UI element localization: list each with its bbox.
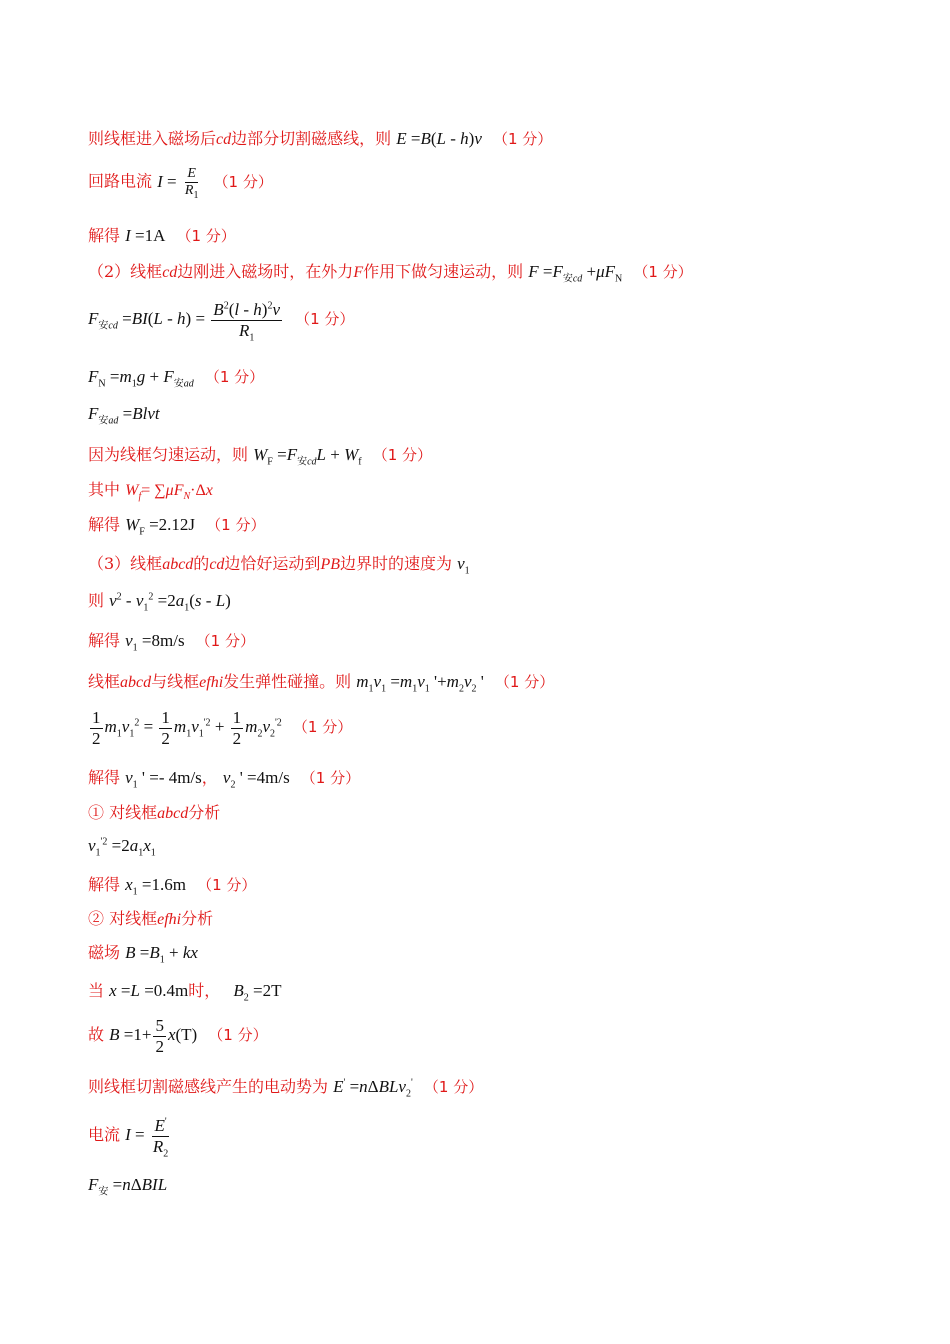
formula-friction-work: $W_f= \sum\mu F_N\cdot\Delta x$ — [125, 482, 213, 503]
value: =2T — [253, 981, 282, 1000]
line-ampere-ad — [88, 404, 160, 427]
formula-induced-emf: E' =nΔBLv$_2$' — [333, 1077, 413, 1100]
formula-v1: $v_1$ — [457, 554, 470, 577]
points: （1 分） — [213, 172, 273, 191]
text: 分析 — [181, 909, 214, 928]
points: （1 分） — [208, 1025, 268, 1044]
text: 电流 — [88, 1124, 121, 1144]
points: （1 分） — [492, 130, 553, 148]
value: =1A — [135, 226, 166, 245]
text: 因为线框匀速运动，则 — [88, 445, 249, 464]
text: 故 — [88, 1024, 105, 1044]
points: （1 分） — [494, 673, 555, 691]
line-x1-equation — [88, 836, 156, 859]
formula-B2: $B_2 =2T$ — [233, 981, 282, 1004]
line-induced-emf — [88, 1077, 484, 1100]
text: 解得 — [88, 226, 121, 245]
line-part3: （3）线框abcd的cd边恰好运动到PB边界时的速度为 $v_1$ — [88, 554, 470, 577]
formula-work: $W_F =F_{安cd}L + W_f$ — [253, 445, 362, 468]
text: 作用下做匀速运动，则 — [363, 262, 524, 281]
formula-field-result: B =1+ $\frac{5}{2}$ x(T) — [109, 1016, 198, 1056]
points: （1 分） — [633, 263, 693, 281]
points: （1 分） — [176, 227, 236, 245]
points: （1 分） — [195, 632, 255, 650]
text: 解得 — [88, 631, 121, 650]
formula-x1-equation: $v_1^{'2} =2a_1x_1$ — [88, 836, 156, 859]
points: （1 分） — [300, 769, 361, 787]
line-normal-force — [88, 367, 265, 390]
line-field-result — [88, 1016, 268, 1056]
formula-field: $B =B_1$ + kx — [125, 943, 198, 966]
points: （1 分） — [295, 309, 355, 328]
line-part2: （2）线框cd边刚进入磁场时，在外力F作用下做匀速运动，则 $F =F_{安cd} +\mu F_N$ （1 分） — [88, 262, 693, 285]
text: 回路电流 — [88, 171, 153, 191]
line-friction-work — [88, 480, 213, 503]
text: 磁场 — [88, 943, 121, 962]
text: 线框 — [88, 672, 121, 691]
line-solve-I — [88, 227, 236, 244]
text: 其中 — [88, 480, 121, 499]
text: 当 — [88, 981, 105, 1000]
formula-energy: $\frac{1}{2}$ $m_1v_1^2$ = $\frac{1}{2}$ $m_1v_1^{'2}$ + $\frac{1}{2}$ $m_2v_2^{'2}$ — [92, 708, 282, 748]
line-solve-x1 — [88, 875, 257, 898]
text: 边界时的速度为 — [339, 554, 452, 573]
formula-WF-value: $W_F =2.12J$ — [125, 515, 196, 538]
text: 解得 — [88, 875, 121, 894]
text: 则线框切割磁感线产生的电动势为 — [88, 1077, 329, 1096]
text: 分析 — [188, 803, 221, 822]
line-kinematics — [88, 591, 231, 614]
value: =- 4m/s — [149, 768, 202, 787]
line-ampere-force — [88, 1175, 168, 1198]
text: 边刚进入磁场时，在外力 — [177, 262, 354, 281]
formula-v2p: $v_2$ ' =4m/s — [222, 768, 290, 791]
points: （1 分） — [204, 368, 265, 386]
formula-ampere-force: $F_安 =n\Delta BIL$ — [88, 1175, 168, 1198]
points: （1 分） — [197, 876, 257, 894]
formula-ampere-cd: $F_{安cd} =BI(L - h)$ = $\frac{B^2(l - h)^2v}{R_1}$ — [88, 300, 280, 343]
formula-momentum: $m_1v_1 =m_1v_1$ '$+m_2v_2$ ' — [356, 672, 484, 695]
line-collision: 线框abcd与线框efhi发生弹性碰撞。则 $m_1v_1 =m_1v_1$ '$+m_2v_2$ ' （1 分） — [88, 672, 555, 695]
line-analyze-abcd: ① 对线框abcd分析 — [88, 803, 221, 822]
line-cd-cutting: 则线框进入磁场后cd边部分切割磁感线，则 E =B(L - h)v （1 分） — [88, 129, 553, 148]
text: （3）线框 — [88, 554, 163, 573]
formula-kinematics: $v^2 - v_1^2 =2a_1(s - L)$ — [109, 591, 231, 614]
line-solve-velocities — [88, 768, 361, 791]
text: ② 对线框 — [88, 909, 158, 928]
line-ampere-cd — [88, 300, 355, 343]
value: =0.4m — [144, 981, 189, 1000]
line-field — [88, 943, 198, 966]
value: =1.6m — [141, 875, 186, 894]
line-work — [88, 445, 433, 468]
text: 解得 — [88, 515, 121, 534]
text: ， — [201, 768, 218, 787]
text: 的 — [193, 554, 210, 573]
formula-v1p: $v_1$ ' =- 4m/s — [125, 768, 202, 791]
points: （1 分） — [292, 717, 353, 736]
text: 解得 — [88, 768, 121, 787]
text: 边恰好运动到 — [224, 554, 321, 573]
formula-force: $F =F_{安cd} +\mu F_N$ — [528, 262, 623, 285]
text: 时， — [188, 981, 221, 1000]
points: （1 分） — [206, 516, 266, 534]
formula-ampere-ad: $F_{安ad}$ =Blvt — [88, 404, 160, 427]
line-analyze-efhi: ② 对线框efhi分析 — [88, 909, 214, 928]
line-condition — [88, 981, 282, 1004]
line-current-2 — [88, 1116, 172, 1159]
formula-current-2: I = $\frac{E'}{R_2}$ — [125, 1116, 169, 1159]
text: 边部分切割磁感线，则 — [231, 129, 392, 148]
points: （1 分） — [423, 1078, 484, 1096]
formula-x1-value: $x_1 =1.6m$ — [125, 875, 186, 898]
formula-I-value: I =1A — [125, 226, 166, 245]
formula-current: I = $\frac{E}{R_1}$ — [157, 166, 199, 201]
formula-x-equals-L: x =L =0.4m — [109, 981, 189, 1000]
line-solve-WF — [88, 515, 266, 538]
line-loop-current — [88, 166, 273, 199]
text: （2）线框 — [88, 262, 163, 281]
value: =8m/s — [141, 631, 185, 650]
text: 则 — [88, 591, 105, 610]
value: =4m/s — [247, 768, 290, 787]
text: 与线框 — [151, 672, 200, 691]
line-energy — [88, 708, 352, 748]
value: =2.12J — [149, 515, 196, 534]
formula-v1-value: $v_1 =8m/s$ — [125, 631, 185, 654]
line-solve-v1 — [88, 631, 255, 654]
formula-emf: E =B(L - h)v — [396, 129, 482, 148]
text: ① 对线框 — [88, 803, 158, 822]
text: 则线框进入磁场后 — [88, 129, 217, 148]
formula-normal-force: $F_N =m_1g + F_{安ad}$ — [88, 367, 194, 390]
points: （1 分） — [372, 446, 433, 464]
text: 发生弹性碰撞。则 — [223, 672, 352, 691]
